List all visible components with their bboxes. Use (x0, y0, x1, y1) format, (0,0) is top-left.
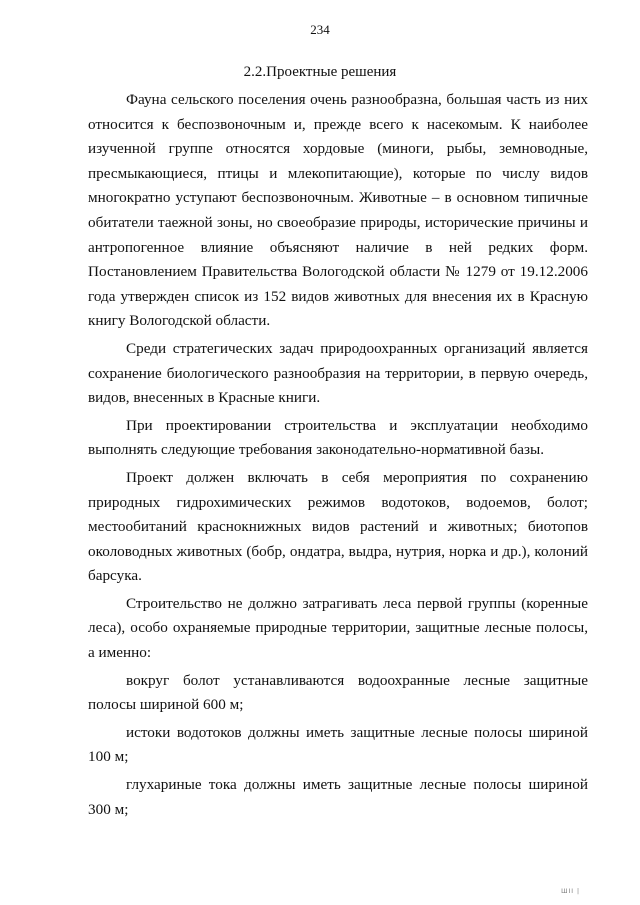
scan-mark: ШII | (561, 888, 580, 895)
paragraph-design-requirements: При проектировании строительства и эксплуатации необходимо выполнять следующие требования законодательно-нормативной базы. (88, 416, 588, 459)
list-item-bogs: вокруг болот устанавливаются водоохранные лесные защитные полосы шириной 600 м; (88, 671, 588, 714)
paragraph-project-measures: Проект должен включать в себя мероприятия по сохранению природных гидрохимических режимов водотоков, водоемов, болот; местообитаний краснокнижных видов растений и животных; биотопов околоводных животных (бобр, ондатра, выдра, нутрия, норка и др.), колоний барсука. (88, 468, 588, 585)
section-heading: 2.2.Проектные решения (243, 64, 397, 80)
paragraph-construction-limits: Строительство не должно затрагивать леса первой группы (коренные леса), особо охраняемые природные территории, защитные лесные полосы, а именно: (88, 594, 588, 662)
paragraph-strategic-tasks: Среди стратегических задач природоохранных организаций является сохранение биологического разнообразия на территории, в первую очередь, видов, внесенных в Красные книги. (88, 339, 588, 407)
document-body (88, 88, 588, 825)
list-item-capercaillie: глухариные тока должны иметь защитные лесные полосы шириной 300 м; (88, 776, 588, 818)
list-item-watercourses: истоки водотоков должны иметь защитные лесные полосы шириной 100 м; (88, 723, 588, 766)
paragraph-fauna: Фауна сельского поселения очень разнообразна, большая часть из них относится к беспозвоночным и, прежде всего к насекомым. К наиболее изученной группе относятся хордовые (миноги, рыбы, земноводные, пресмыкающиеся, птицы и млекопитающие), которые по числу видов многократно уступают беспозвоночным. Животные – в основном типичные обитатели таежной зоны, но своеобразие природы, исторические причины и антропогенное влияние объясняют наличие в ней редких форм. Постановлением Правительства Вологодской области № 1279 от 19.12.2006 года утвержден список из 152 видов животных для внесения их в Красную книгу Вологодской области. (88, 91, 588, 330)
page-number: 234 (310, 22, 330, 37)
